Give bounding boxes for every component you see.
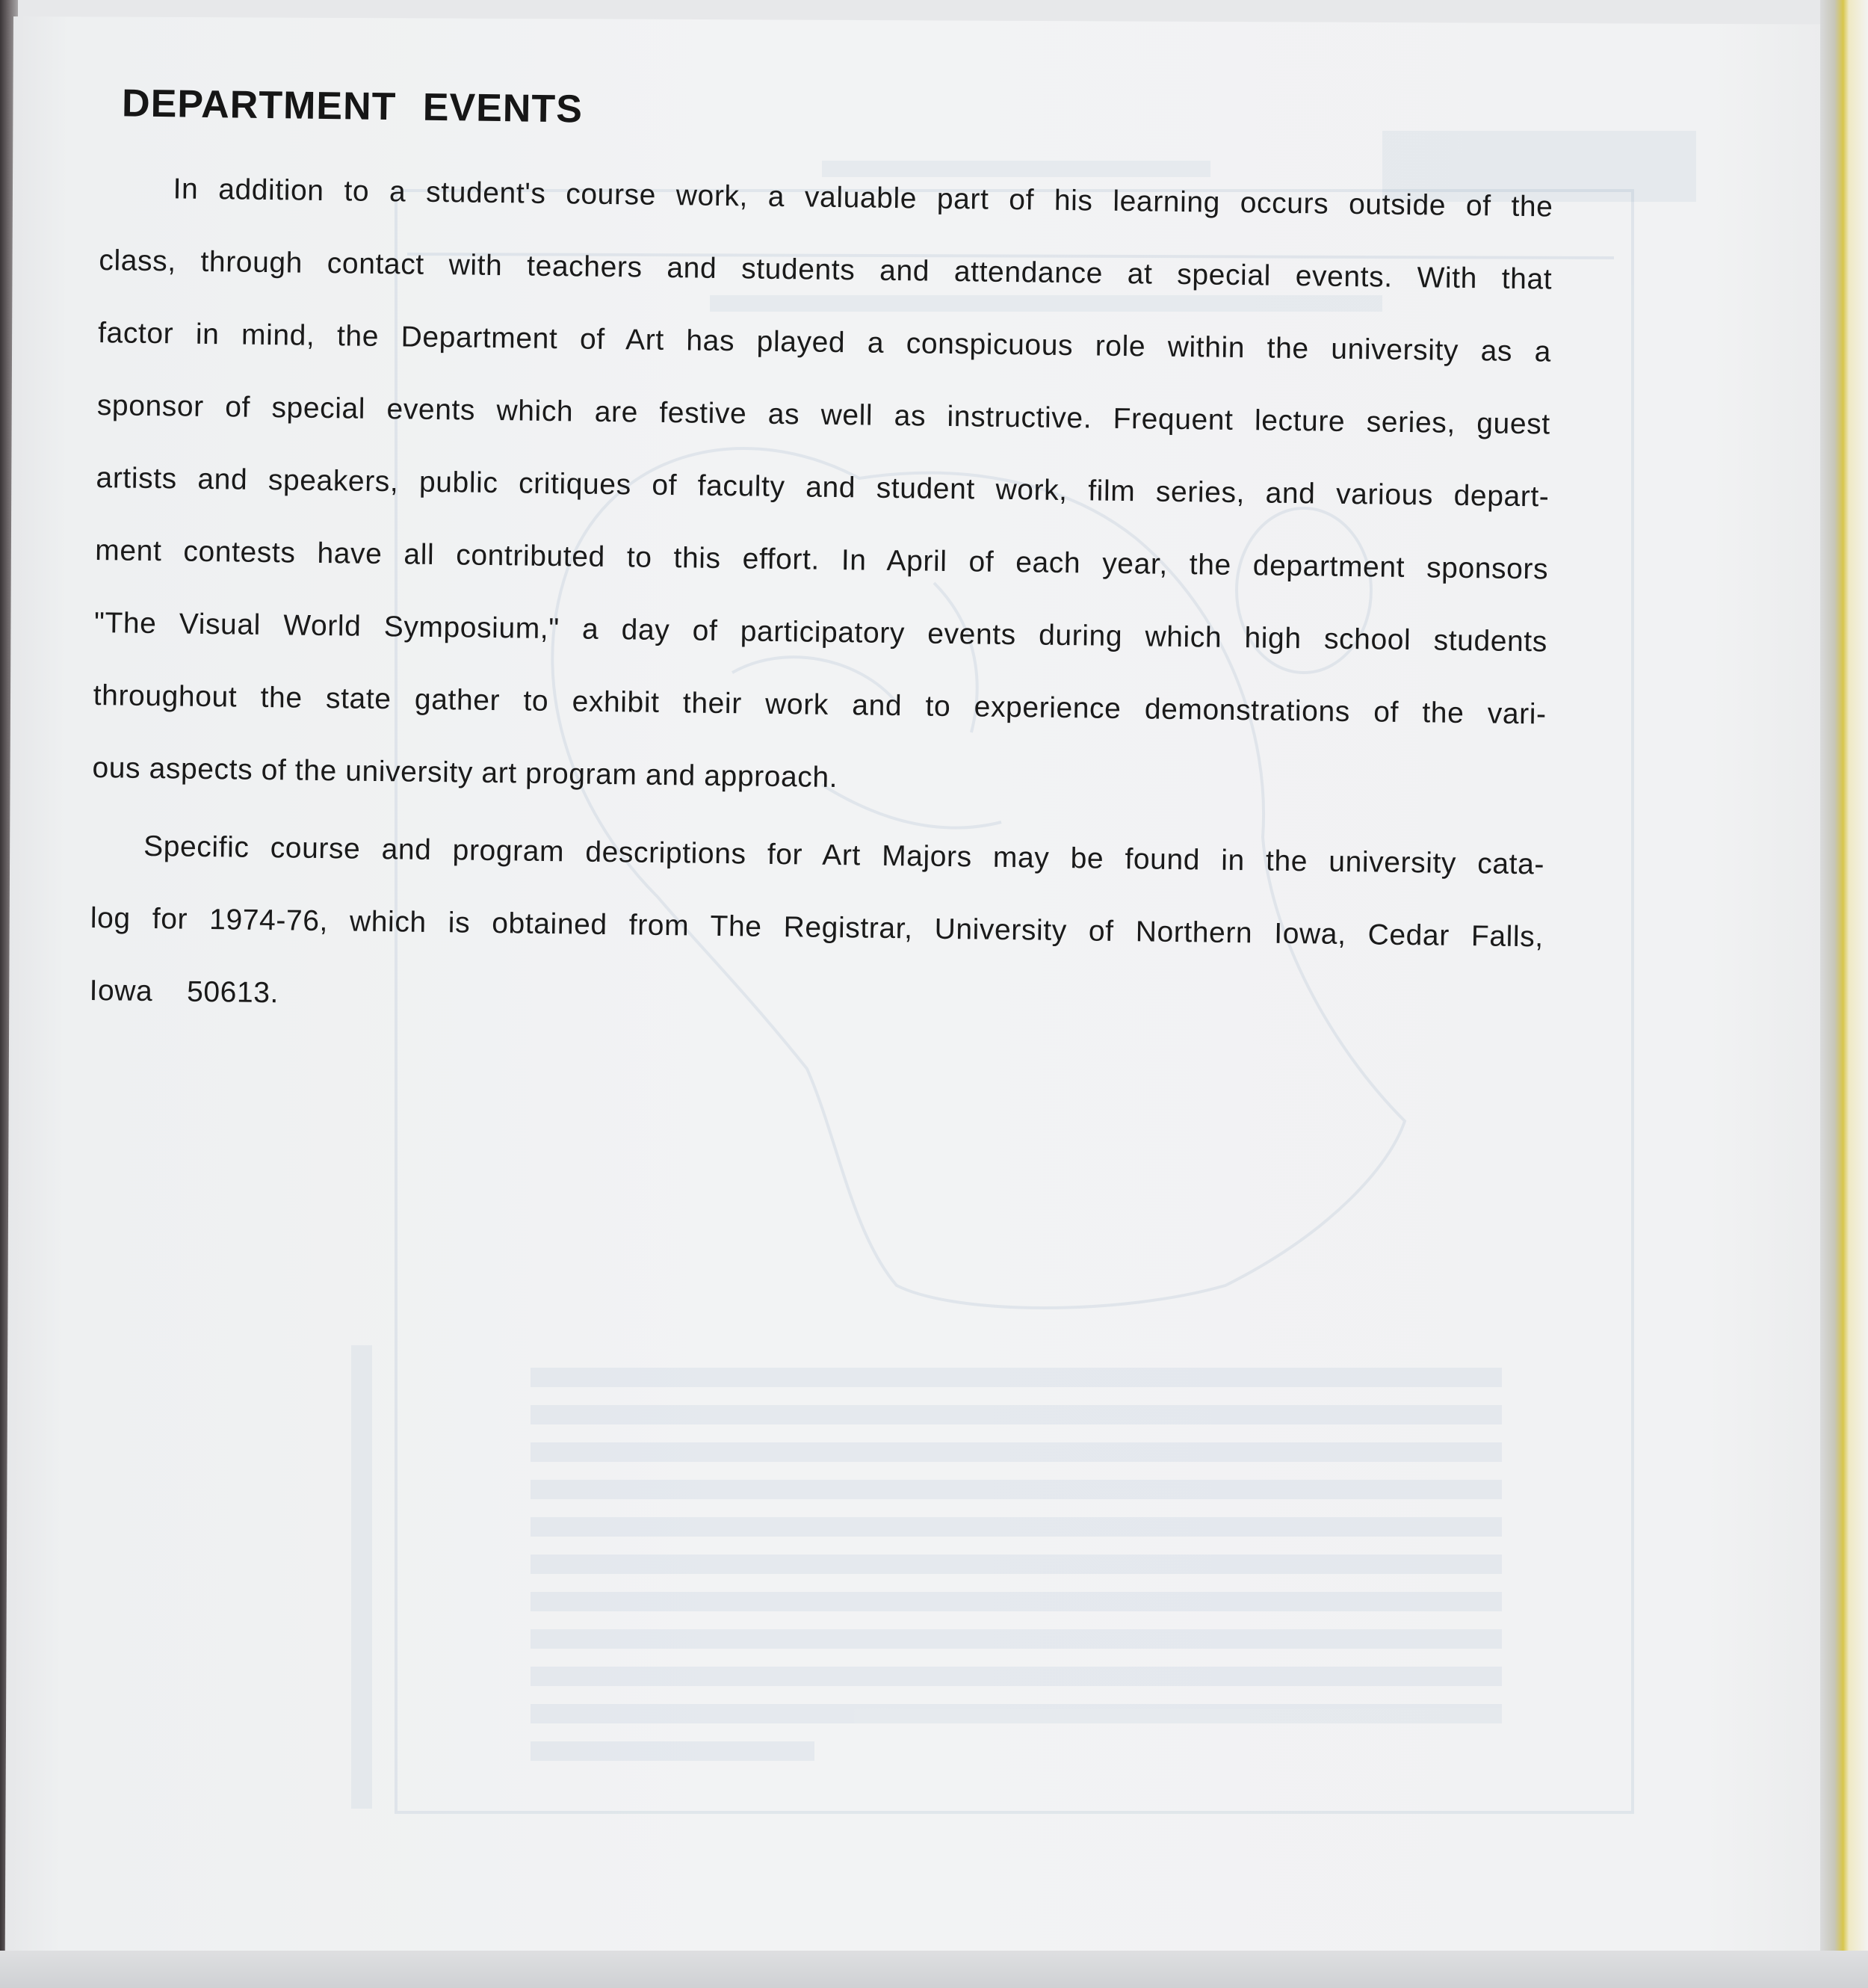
text-line: In addition to a student's course work, a valuable part of his learning occurs outside of the — [173, 173, 1553, 223]
text-line: Iowa 50613. — [89, 974, 279, 1010]
text-line: log for 1974-76, which is obtained from The Registrar, University of Northern Iowa, Cedar Falls, — [90, 901, 1544, 954]
text-line: ous aspects of the university art program and approach. — [92, 751, 838, 794]
text-line: "The Visual World Symposium," a day of participatory events during which high school students — [93, 607, 1548, 658]
text-line: Specific course and program descriptions for Art Majors may be found in the university cata- — [143, 830, 1545, 881]
text-line: artists and speakers, public critiques of faculty and student work, film series, and various depart- — [96, 462, 1550, 513]
text-line: sponsor of special events which are festive as well as instructive. Frequent lecture series, guest — [96, 389, 1550, 441]
section-heading: DEPARTMENT EVENTS — [121, 81, 584, 132]
text-line: class, through contact with teachers and students and attendance at special events. With that — [99, 244, 1553, 296]
text-line: factor in mind, the Department of Art has played a conspicuous role within the university as a — [97, 317, 1552, 368]
text-line: throughout the state gather to exhibit their work and to experience demonstrations of the vari- — [93, 679, 1547, 731]
text-line: ment contests have all contributed to this effort. In April of each year, the department sponsors — [95, 534, 1549, 586]
